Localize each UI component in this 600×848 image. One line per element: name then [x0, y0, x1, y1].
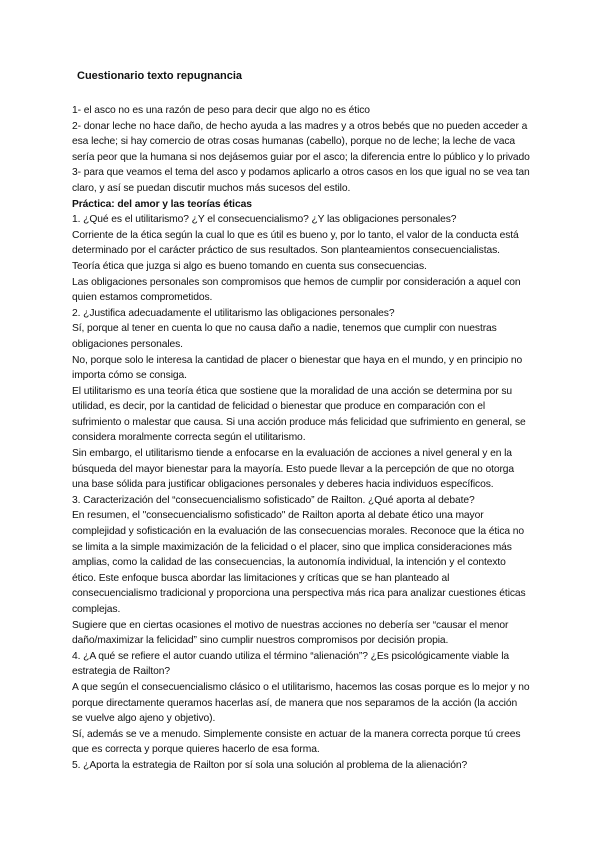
- document-title: Cuestionario texto repugnancia: [77, 70, 243, 82]
- paragraph-answer-2: 2- donar leche no hace daño, de hecho ayuda a las madres y a otros bebés que no pueden acceder a esa leche; si hay comercio de otras cosas humanas (cabello), porque no de leche; la leche de vaca sería peor que la humana si nos dejásemos guiar por el asco; la diferencia entre lo público y lo privado: [72, 120, 530, 163]
- paragraph: Teoría ética que juzga si algo es bueno tomando en cuenta sus consecuencias.: [72, 260, 427, 272]
- question-4: 4. ¿A qué se refiere el autor cuando utiliza el término “alienación”? ¿Es psicológicamente viable la estrategia de Railton?: [72, 650, 510, 678]
- question-1: 1. ¿Qué es el utilitarismo? ¿Y el consecuencialismo? ¿Y las obligaciones personales?: [72, 214, 457, 226]
- paragraph: A que según el consecuencialismo clásico o el utilitarismo, hacemos las cosas porque es lo mejor y no porque directamente queramos hacerlas así, de manera que nos separamos de la acción (la acción se vuelve algo ajeno y objetivo).: [72, 681, 530, 725]
- paragraph: Sí, además se ve a menudo. Simplemente consiste en actuar de la manera correcta porque tú crees que es correcta y porque quieres hacerlo de esa forma.: [72, 728, 521, 756]
- question-5: 5. ¿Aporta la estrategia de Railton por sí sola una solución al problema de la alienación?: [72, 759, 468, 771]
- section-heading: Práctica: del amor y las teorías éticas: [72, 198, 252, 210]
- paragraph-answer-1: 1- el asco no es una razón de peso para decir que algo no es ético: [72, 105, 370, 116]
- paragraph: En resumen, el "consecuencialismo sofisticado" de Railton aporta al debate ético una mayor complejidad y sofisticación en la evaluación de las consecuencias morales. Reconoce que la ética no se limita a la simple maximización de la felicidad o el placer, sino que implica consideraciones más amplias, como la calidad de las consecuencias, la autonomía individual, la intención y el contexto ético. Este enfoque busca abordar las limitaciones y críticas que se han planteado al consecuencialismo tradicional y proporciona una perspectiva más rica para analizar cuestiones éticas complejas.: [72, 510, 526, 615]
- paragraph-answer-3: 3- para que veamos el tema del asco y podamos aplicarlo a otros casos en los que igual no se vea tan claro, y así se puedan discutir muchos más sucesos del estilo.: [72, 167, 530, 194]
- paragraph: Corriente de la ética según la cual lo que es útil es bueno y, por lo tanto, el valor de la conducta está determinado por el carácter práctico de sus resultados. Son planteamientos consecuencialistas.: [72, 229, 519, 257]
- paragraph: Sugiere que en ciertas ocasiones el motivo de nuestras acciones no debería ser “causar el menor daño/maximizar la felicidad” sino cumplir nuestros compromisos por decisión propia.: [72, 619, 509, 647]
- question-2: 2. ¿Justifica adecuadamente el utilitarismo las obligaciones personales?: [72, 307, 395, 319]
- paragraph: No, porque solo le interesa la cantidad de placer o bienestar que haya en el mundo, y en principio no importa cómo se consiga.: [72, 354, 523, 382]
- question-3: 3. Caracterización del “consecuencialismo sofisticado” de Railton. ¿Qué aporta al debate?: [72, 494, 475, 506]
- document-body: [72, 103, 530, 774]
- paragraph: El utilitarismo es una teoría ética que sostiene que la moralidad de una acción se determina por su utilidad, es decir, por la cantidad de felicidad o bienestar que produce en comparación con el sufrimiento o malestar que causa. Si una acción produce más felicidad que sufrimiento en general, se considera moralmente correcta según el utilitarismo.: [72, 385, 526, 444]
- paragraph: Las obligaciones personales son compromisos que hemos de cumplir por consideración a aquel con quien estamos comprometidos.: [72, 276, 521, 304]
- paragraph: Sí, porque al tener en cuenta lo que no causa daño a nadie, tenemos que cumplir con nuestras obligaciones personales.: [72, 323, 497, 350]
- paragraph: Sin embargo, el utilitarismo tiende a enfocarse en la evaluación de acciones a nivel general y en la búsqueda del mayor bienestar para la mayoría. Esto puede llevar a la percepción de que no otorga una base sólida para justificar obligaciones personales y deberes hacia individuos específicos.: [72, 448, 515, 491]
